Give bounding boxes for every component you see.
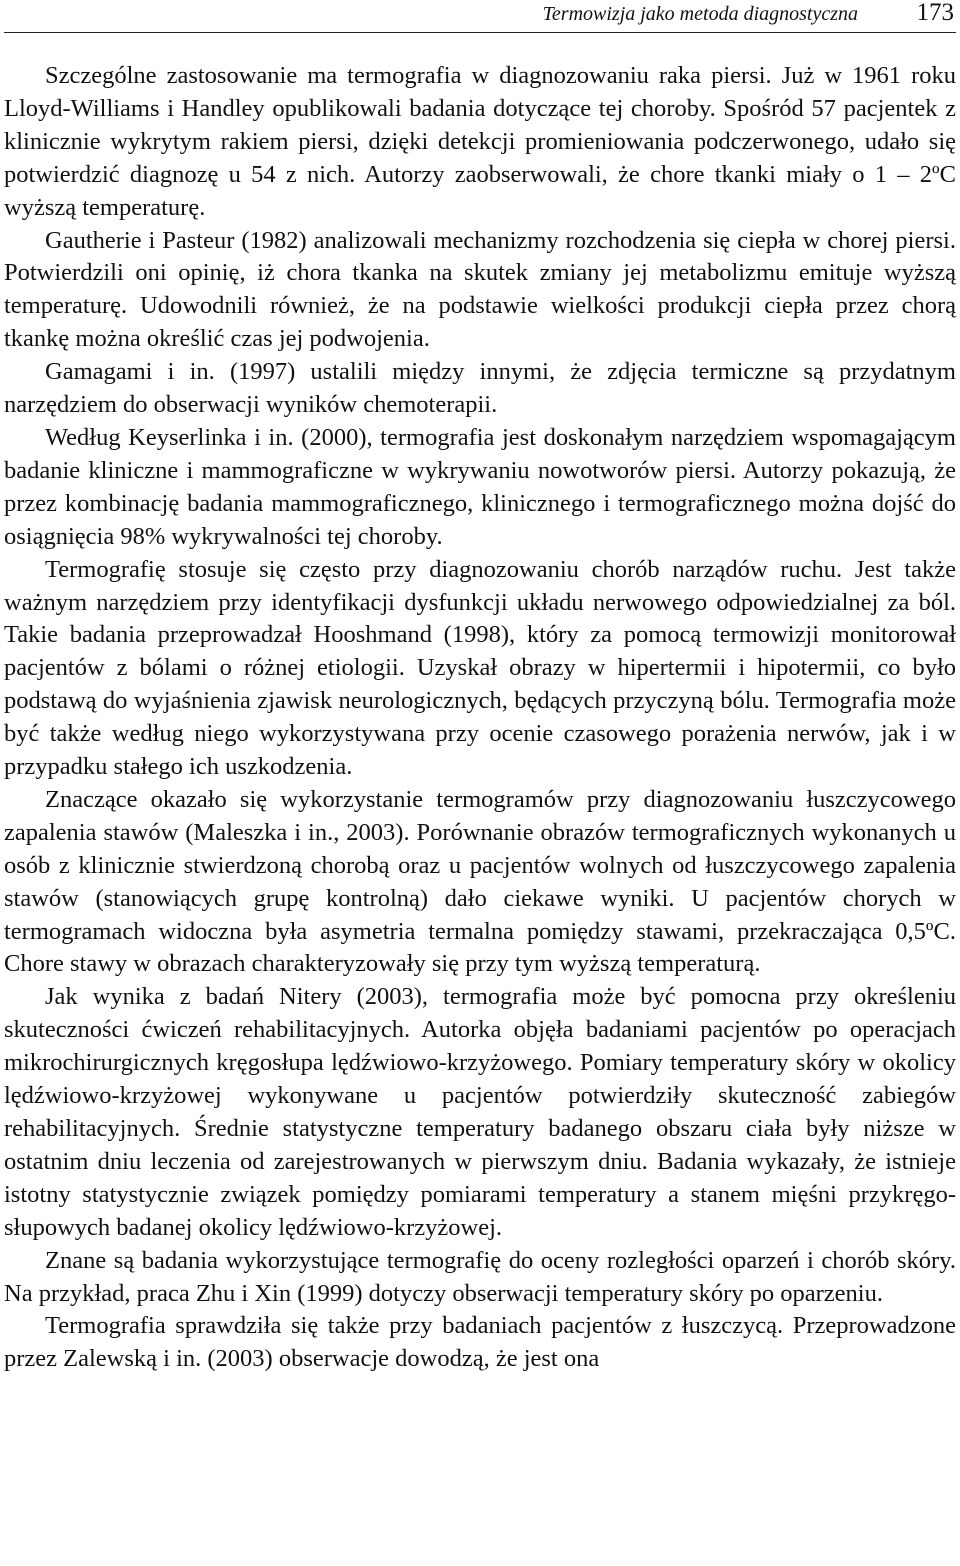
running-header — [4, 0, 956, 33]
paragraph-psoriasis: Termografia sprawdziła się także przy badaniach pacjentów z łuszczycą. Przeprowadzone przez Zalewską i in. (2003) obserwacje dowodzą, że jest ona — [4, 1312, 956, 1373]
body-text — [4, 60, 956, 1376]
running-title: Termowizja jako metoda diagnostyczna — [542, 3, 858, 25]
paragraph-gautherie-pasteur: Gautherie i Pasteur (1982) analizowali mechanizmy rozchodzenia się ciepła w chorej piersi. Potwierdzili oni opinię, iż chora tkanka na skutek zmiany jej metabolizmu emituje wyższą temperaturę. Udowodnili również, że na podstawie wielkości produkcji ciepła przez chorą tkankę można określić czas jej podwojenia. — [4, 226, 956, 353]
paragraph-rehabilitation: Jak wynika z badań Nitery (2003), termografia może być pomocna przy określeniu skuteczności ćwiczeń rehabilitacyjnych. Autorka objęła badaniami pacjentów po operacjach mikrochirurgicznych kręgosłupa lędźwiowo-krzyżowego. Pomiary temperatury skóry w okolicy lędźwiowo-krzyżowej wykonywane u pacjentów potwierdziły skuteczność zabiegów rehabilitacyjnych. Średnie statystyczne temperatury badanego obszaru ciała były niższe w ostatnim dniu leczenia od zarejestrowanych w pierwszym dniu. Badania wykazały, że istnieje istotny statystycznie związek pomiędzy pomiarami temperatury a stanem mięśni przykręgosłupowych badanej okolicy lędźwiowo-krzyżowej. — [4, 983, 956, 1241]
paragraph-breast-cancer: Szczególne zastosowanie ma termografia w diagnozowaniu raka piersi. Już w 1961 roku Lloyd-Williams i Handley opublikowali badania dotyczące tej choroby. Spośród 57 pacjentek z klinicznie wykrytym rakiem piersi, dzięki detekcji promieniowania podczerwonego, udało się potwierdzić diagnozę u 54 z nich. Autorzy zaobserwowali, że chore tkanki miały o 1 – 2ºC wyższą temperaturę. — [4, 62, 956, 221]
paragraph-burns: Znane są badania wykorzystujące termografię do oceny rozległości oparzeń i chorób skóry. Na przykład, praca Zhu i Xin (1999) dotyczy obserwacji temperatury skóry po oparzeniu. — [4, 1246, 956, 1307]
paragraph-gamagami: Gamagami i in. (1997) ustalili między innymi, że zdjęcia termiczne są przydatnym narzędziem do obserwacji wyników chemoterapii. — [4, 358, 956, 419]
paragraph-psoriatic-arthritis: Znaczące okazało się wykorzystanie termogramów przy diagnozowaniu łuszczycowego zapalenia stawów (Maleszka i in., 2003). Porównanie obrazów termograficznych wykonanych u osób z klinicznie stwierdzoną chorobą oraz u pacjentów wolnych od łuszczycowego zapalenia stawów (stanowiących grupę kontrolną) dało ciekawe wyniki. U pacjentów chorych w termogramach widoczna była asymetria termalna pomiędzy stawami, przekraczająca 0,5ºC. Chore stawy w obrazach charakteryzowały się przy tym wyższą temperaturą. — [4, 785, 956, 978]
paragraph-keyserlink: Według Keyserlinka i in. (2000), termografia jest doskonałym narzędziem wspomagającym badanie kliniczne i mammograficzne w wykrywaniu nowotworów piersi. Autorzy pokazują, że przez kombinację badania mammograficznego, klinicznego i termograficznego można dojść do osiągnięcia 98% wykrywalności tej choroby. — [4, 423, 956, 550]
page-number: 173 — [916, 0, 954, 26]
paragraph-musculoskeletal: Termografię stosuje się często przy diagnozowaniu chorób narządów ruchu. Jest także ważnym narzędziem przy identyfikacji dysfunkcji układu nerwowego odpowiedzialnej za ból. Takie badania przeprowadzał Hooshmand (1998), który za pomocą termowizji monitorował pacjentów z bólami o różnej etiologii. Uzyskał obrazy w hipertermii i hipotermii, co było podstawą do wyjaśnienia zjawisk neurologicznych, będących przyczyną bólu. Termografia może być także według niego wykorzystywana przy ocenie czasowego porażenia nerwów, jak i w przypadku stałego ich uszkodzenia. — [4, 555, 956, 781]
